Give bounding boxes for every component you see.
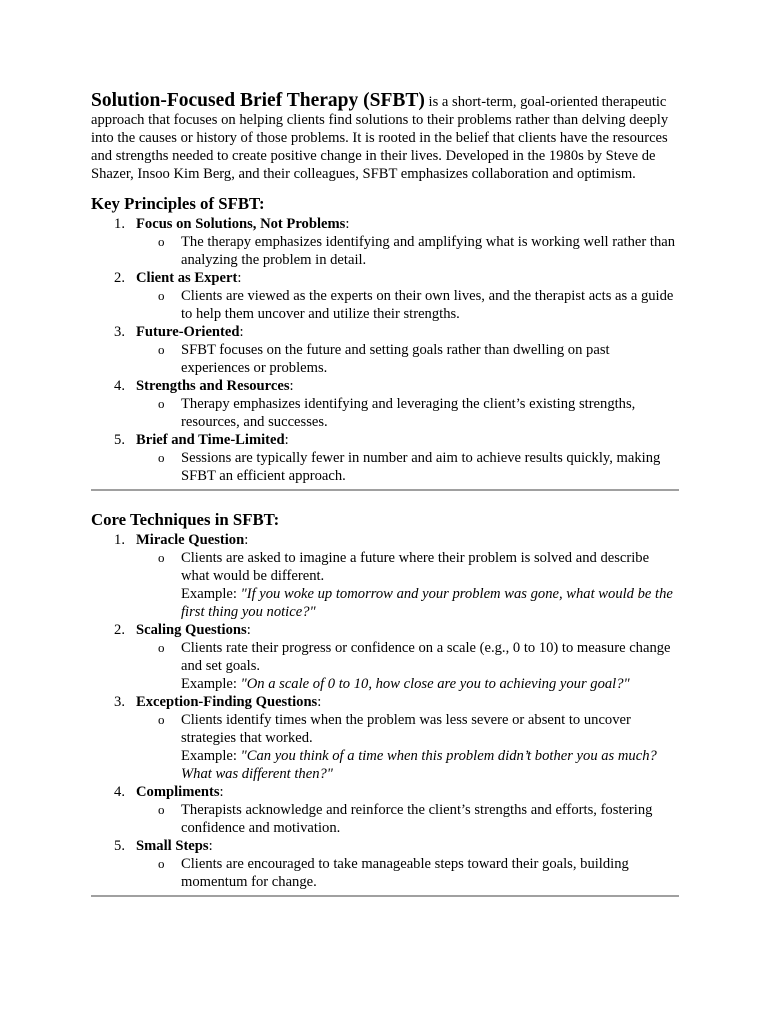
list-item: 3. Future-Oriented: o SFBT focuses on the future and setting goals rather than dwelling on past experiences or problems.: [91, 323, 679, 377]
sub-bullet: [136, 395, 679, 431]
example-label: Example:: [181, 748, 237, 764]
item-number: 5.: [114, 838, 125, 854]
item-title: Small Steps: [136, 838, 209, 854]
item-number: 2.: [114, 622, 125, 638]
list-item: 1. Miracle Question: o Clients are asked to imagine a future where their problem is solved and describe what would be different. Example: "If you woke up tomorrow and your problem was gone, what would be the first thing you notice?": [91, 531, 679, 621]
section-divider: [91, 895, 679, 897]
bullet-icon: o: [158, 856, 165, 871]
sub-bullet: [136, 801, 679, 837]
example-quote: "Can you think of a time when this problem didn’t bother you as much? What was different then?": [181, 748, 657, 782]
list-item: 5. Small Steps: o Clients are encouraged to take manageable steps toward their goals, building momentum for change.: [91, 837, 679, 891]
section-divider: [91, 489, 679, 491]
item-detail: Clients are asked to imagine a future where their problem is solved and describe what would be different.: [181, 550, 650, 584]
sub-bullet: [136, 341, 679, 377]
intro-paragraph: [91, 92, 679, 183]
core-techniques-list: [91, 531, 679, 891]
item-title: Scaling Questions: [136, 622, 247, 638]
bullet-icon: o: [158, 712, 165, 727]
bullet-icon: o: [158, 288, 165, 303]
example-quote: "If you woke up tomorrow and your problem was gone, what would be the first thing you notice?": [181, 586, 673, 620]
item-title: Brief and Time-Limited: [136, 432, 285, 448]
item-detail: Clients are encouraged to take manageable steps toward their goals, building momentum for change.: [181, 856, 629, 890]
item-number: 1.: [114, 532, 125, 548]
item-title: Strengths and Resources: [136, 378, 290, 394]
document-title: Solution-Focused Brief Therapy (SFBT): [91, 90, 425, 111]
bullet-icon: o: [158, 342, 165, 357]
item-title: Miracle Question: [136, 532, 245, 548]
bullet-icon: o: [158, 234, 165, 249]
item-number: 4.: [114, 784, 125, 800]
item-number: 3.: [114, 324, 125, 340]
item-detail: Therapists acknowledge and reinforce the client’s strengths and efforts, fostering confidence and motivation.: [181, 802, 653, 836]
bullet-icon: o: [158, 550, 165, 565]
item-number: 2.: [114, 270, 125, 286]
item-title: Focus on Solutions, Not Problems: [136, 216, 346, 232]
item-title: Exception-Finding Questions: [136, 694, 318, 710]
item-detail: SFBT focuses on the future and setting goals rather than dwelling on past experiences or problems.: [181, 342, 610, 376]
sub-bullet: [136, 233, 679, 269]
list-item: 2. Scaling Questions: o Clients rate their progress or confidence on a scale (e.g., 0 to 10) to measure change and set goals. Example: "On a scale of 0 to 10, how close are you to achieving your goal?": [91, 621, 679, 693]
key-principles-list: [91, 215, 679, 485]
sub-bullet: [136, 639, 679, 693]
item-title: Client as Expert: [136, 270, 238, 286]
bullet-icon: o: [158, 640, 165, 655]
sub-bullet: [136, 287, 679, 323]
bullet-icon: o: [158, 396, 165, 411]
sub-bullet: [136, 711, 679, 783]
item-number: 4.: [114, 378, 125, 394]
sub-bullet: [136, 449, 679, 485]
item-detail: The therapy emphasizes identifying and amplifying what is working well rather than analyzing the problem in detail.: [181, 234, 676, 268]
example-label: Example:: [181, 586, 237, 602]
example-quote: "On a scale of 0 to 10, how close are you to achieving your goal?": [240, 676, 630, 692]
document-page: [91, 92, 679, 897]
item-title: Future-Oriented: [136, 324, 240, 340]
item-detail: Clients are viewed as the experts on their own lives, and the therapist acts as a guide to help them uncover and utilize their strengths.: [181, 288, 674, 322]
bullet-icon: o: [158, 450, 165, 465]
key-principles-heading: Key Principles of SFBT:: [91, 194, 265, 213]
item-number: 1.: [114, 216, 125, 232]
list-item: 4. Compliments: o Therapists acknowledge and reinforce the client’s strengths and efforts, fostering confidence and motivation.: [91, 783, 679, 837]
item-detail: Clients identify times when the problem was less severe or absent to uncover strategies that worked.: [181, 712, 631, 746]
sub-bullet: [136, 549, 679, 621]
sub-bullet: [136, 855, 679, 891]
list-item: 3. Exception-Finding Questions: o Clients identify times when the problem was less severe or absent to uncover strategies that worked. Example: "Can you think of a time when this problem didn’t bother you as much? What was different then?": [91, 693, 679, 783]
item-detail: Sessions are typically fewer in number and aim to achieve results quickly, making SFBT an efficient approach.: [181, 450, 661, 484]
list-item: 1. Focus on Solutions, Not Problems: o The therapy emphasizes identifying and amplifying what is working well rather than analyzing the problem in detail.: [91, 215, 679, 269]
core-techniques-heading: Core Techniques in SFBT:: [91, 510, 280, 529]
item-title: Compliments: [136, 784, 220, 800]
bullet-icon: o: [158, 802, 165, 817]
list-item: 5. Brief and Time-Limited: o Sessions are typically fewer in number and aim to achieve results quickly, making SFBT an efficient approach.: [91, 431, 679, 485]
example-label: Example:: [181, 676, 237, 692]
list-item: 4. Strengths and Resources: o Therapy emphasizes identifying and leveraging the client’s existing strengths, resources, and successes.: [91, 377, 679, 431]
list-item: 2. Client as Expert: o Clients are viewed as the experts on their own lives, and the therapist acts as a guide to help them uncover and utilize their strengths.: [91, 269, 679, 323]
item-detail: Clients rate their progress or confidence on a scale (e.g., 0 to 10) to measure change and set goals.: [181, 640, 671, 674]
intro-text: is a short-term, goal-oriented therapeutic approach that focuses on helping clients find solutions to their problems rather than delving deeply into the causes or history of those problems. It is rooted in the belief that clients have the resources and strengths needed to create positive change in their lives. Developed in the 1980s by Steve de Shazer, Insoo Kim Berg, and their colleagues, SFBT emphasizes collaboration and optimism.: [91, 94, 669, 182]
item-number: 5.: [114, 432, 125, 448]
item-number: 3.: [114, 694, 125, 710]
item-detail: Therapy emphasizes identifying and leveraging the client’s existing strengths, resources, and successes.: [181, 396, 636, 430]
